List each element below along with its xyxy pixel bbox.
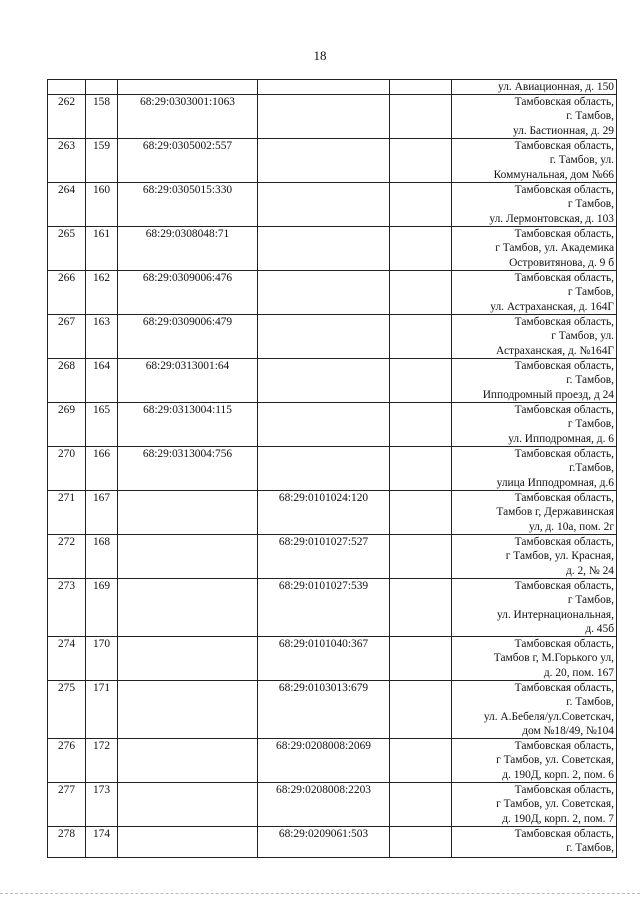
cadastral-number-premises-cell: 68:29:0101027:539 [258,579,390,637]
address-line: г. Тамбов, [566,374,614,387]
table-row [48,579,617,637]
address-cell [452,491,617,535]
empty-cell [390,637,452,681]
table-row [48,739,617,783]
address-line: д. 20, пом. 167 [543,666,614,679]
table-row [48,139,617,183]
empty-cell [390,80,452,95]
address-line: Астраханская, д. №164Г [496,344,614,357]
address-cell [452,447,617,491]
address-line: Тамбовская область, [514,316,614,329]
address-cell [452,315,617,359]
sequence-number-cell: 158 [86,95,118,139]
cadastral-number-cell [118,491,258,535]
sequence-number-cell: 165 [86,403,118,447]
address-cell [452,783,617,827]
cadastral-number-cell [118,535,258,579]
cadastral-number-premises-cell [258,447,390,491]
address-line: Тамбовская область, [514,638,614,651]
address-cell [452,271,617,315]
row-number-cell: 277 [48,783,86,827]
address-cell [452,95,617,139]
address-line: Тамбовская область, [514,96,614,109]
address-cell [452,739,617,783]
address-line: Тамбовская область, [514,448,614,461]
row-number-cell: 269 [48,403,86,447]
cadastral-number-premises-cell [258,227,390,271]
address-line: Тамбовская область, [514,682,614,695]
cadastral-number-cell: 68:29:0313004:115 [118,403,258,447]
address-cell [452,227,617,271]
address-line: Островитянова, д. 9 б [509,256,614,269]
table-row [48,827,617,858]
empty-cell [390,681,452,739]
address-line: г. Тамбов, [566,842,614,855]
address-line: д. 45б [585,622,614,635]
sequence-number-cell: 160 [86,183,118,227]
address-line: Тамбовская область, [514,536,614,549]
cadastral-number-premises-cell: 68:29:0209061:503 [258,827,390,858]
row-number-cell: 275 [48,681,86,739]
address-line: ул. Интернациональная, [496,608,614,621]
sequence-number-cell: 174 [86,827,118,858]
row-number-cell: 268 [48,359,86,403]
table-row [48,403,617,447]
address-line: Тамбовская область, [514,360,614,373]
row-number-cell [48,80,86,95]
empty-cell [390,183,452,227]
cadastral-number-premises-cell [258,271,390,315]
table-row [48,681,617,739]
address-line: д. 190Д, корп. 2, пом. 6 [502,768,614,781]
address-cell [452,535,617,579]
address-line: улица Ипподромная, д.6 [496,476,614,489]
cadastral-number-premises-cell: 68:29:0208008:2069 [258,739,390,783]
table-row [48,783,617,827]
cadastral-number-cell: 68:29:0303001:1063 [118,95,258,139]
page-bottom-edge [0,893,640,894]
empty-cell [390,535,452,579]
cadastral-number-cell [118,637,258,681]
row-number-cell: 264 [48,183,86,227]
empty-cell [390,359,452,403]
cadastral-number-cell: 68:29:0305015:330 [118,183,258,227]
address-line: ул. Ипподромная, д. 6 [508,432,614,445]
empty-cell [390,447,452,491]
table-row [48,535,617,579]
empty-cell [390,139,452,183]
address-line: Тамбовская область, [514,184,614,197]
empty-cell [390,315,452,359]
cadastral-number-cell: 68:29:0309006:479 [118,315,258,359]
table-row [48,491,617,535]
address-line: г Тамбов, ул. [551,330,614,343]
address-cell [452,139,617,183]
address-line: дом №18/49, №104 [522,724,614,737]
address-line: Тамбовская область, [514,828,614,841]
row-number-cell: 263 [48,139,86,183]
cadastral-number-premises-cell: 68:29:0101027:527 [258,535,390,579]
address-line: г Тамбов, ул. Советская, [496,754,614,767]
address-line: Тамбовская область, [514,404,614,417]
address-line: г Тамбов, ул. Красная, [505,550,614,563]
address-line: Тамбовская область, [514,784,614,797]
sequence-number-cell: 173 [86,783,118,827]
sequence-number-cell: 162 [86,271,118,315]
property-table-body [48,80,617,858]
address-line: Тамбовская область, [514,272,614,285]
cadastral-number-premises-cell: 68:29:0103013:679 [258,681,390,739]
sequence-number-cell: 171 [86,681,118,739]
address-line: г Тамбов, ул. Советская, [496,798,614,811]
cadastral-number-cell [118,681,258,739]
address-line: г Тамбов, [567,594,614,607]
table-row [48,95,617,139]
property-table [47,79,617,858]
cadastral-number-cell [118,783,258,827]
address-line: Ипподромный проезд, д 24 [482,388,614,401]
sequence-number-cell [86,80,118,95]
cadastral-number-premises-cell [258,95,390,139]
table-row [48,183,617,227]
address-line: Тамбов г, М.Горького ул, [493,652,614,665]
address-line: Тамбовская область, [514,140,614,153]
empty-cell [390,271,452,315]
address-cell [452,827,617,858]
row-number-cell: 266 [48,271,86,315]
row-number-cell: 272 [48,535,86,579]
sequence-number-cell: 159 [86,139,118,183]
row-number-cell: 270 [48,447,86,491]
empty-cell [390,579,452,637]
address-line: г. Тамбов, [566,696,614,709]
cadastral-number-cell [118,739,258,783]
address-line: г Тамбов, ул. Академика [495,242,614,255]
row-number-cell: 271 [48,491,86,535]
row-number-cell: 274 [48,637,86,681]
table-row [48,315,617,359]
address-line: г Тамбов, [567,286,614,299]
address-line: г.Тамбов, [569,462,614,475]
cadastral-number-premises-cell [258,315,390,359]
empty-cell [390,491,452,535]
cadastral-number-premises-cell [258,139,390,183]
row-number-cell: 278 [48,827,86,858]
row-number-cell: 273 [48,579,86,637]
address-line: г. Тамбов, [566,110,614,123]
row-number-cell: 262 [48,95,86,139]
empty-cell [390,783,452,827]
sequence-number-cell: 167 [86,491,118,535]
cadastral-number-cell [118,579,258,637]
cadastral-number-cell: 68:29:0313001:64 [118,359,258,403]
address-line: д. 190Д, корп. 2, пом. 7 [502,812,614,825]
empty-cell [390,95,452,139]
cadastral-number-premises-cell: 68:29:0101024:120 [258,491,390,535]
row-number-cell: 265 [48,227,86,271]
row-number-cell: 276 [48,739,86,783]
empty-cell [390,227,452,271]
cadastral-number-cell [118,827,258,858]
table-row [48,359,617,403]
empty-cell [390,827,452,858]
sequence-number-cell: 168 [86,535,118,579]
address-line: ул, д. 10а, пом. 2г [528,520,614,533]
row-number-cell: 267 [48,315,86,359]
table-row [48,271,617,315]
cadastral-number-premises-cell: 68:29:0101040:367 [258,637,390,681]
address-line: Тамбов г, Державинская [496,506,614,519]
sequence-number-cell: 170 [86,637,118,681]
sequence-number-cell: 172 [86,739,118,783]
cadastral-number-premises-cell [258,80,390,95]
address-line: ул. Лермонтовская, д. 103 [489,212,614,225]
address-line: Коммунальная, дом №66 [493,168,614,181]
page-number: 18 [313,48,327,63]
address-line: г. Тамбов, ул. [549,154,614,167]
table-row [48,637,617,681]
address-cell [452,80,617,95]
address-cell [452,403,617,447]
address-line: ул. А.Бебеля/ул.Советскач, [483,710,614,723]
address-line: ул. Астраханская, д. 164Г [490,300,614,313]
sequence-number-cell: 169 [86,579,118,637]
address-cell [452,579,617,637]
cadastral-number-cell: 68:29:0313004:756 [118,447,258,491]
address-line: д. 2, № 24 [566,564,614,577]
address-line: ул. Бастионная, д. 29 [512,124,614,137]
address-cell [452,637,617,681]
address-line: ул. Авиационная, д. 150 [498,81,614,93]
address-line: Тамбовская область, [514,580,614,593]
cadastral-number-premises-cell: 68:29:0208008:2203 [258,783,390,827]
address-line: Тамбовская область, [514,228,614,241]
table-row [48,447,617,491]
address-cell [452,681,617,739]
cadastral-number-premises-cell [258,403,390,447]
cadastral-number-cell [118,80,258,95]
address-cell [452,183,617,227]
address-line: г Тамбов, [567,198,614,211]
table-row [48,80,617,95]
sequence-number-cell: 163 [86,315,118,359]
address-line: Тамбовская область, [514,492,614,505]
cadastral-number-cell: 68:29:0309006:476 [118,271,258,315]
address-line: Тамбовская область, [514,740,614,753]
sequence-number-cell: 164 [86,359,118,403]
table-row [48,227,617,271]
empty-cell [390,739,452,783]
cadastral-number-premises-cell [258,183,390,227]
sequence-number-cell: 166 [86,447,118,491]
address-cell [452,359,617,403]
cadastral-number-cell: 68:29:0305002:557 [118,139,258,183]
sequence-number-cell: 161 [86,227,118,271]
empty-cell [390,403,452,447]
cadastral-number-premises-cell [258,359,390,403]
address-line: г Тамбов, [567,418,614,431]
cadastral-number-cell: 68:29:0308048:71 [118,227,258,271]
